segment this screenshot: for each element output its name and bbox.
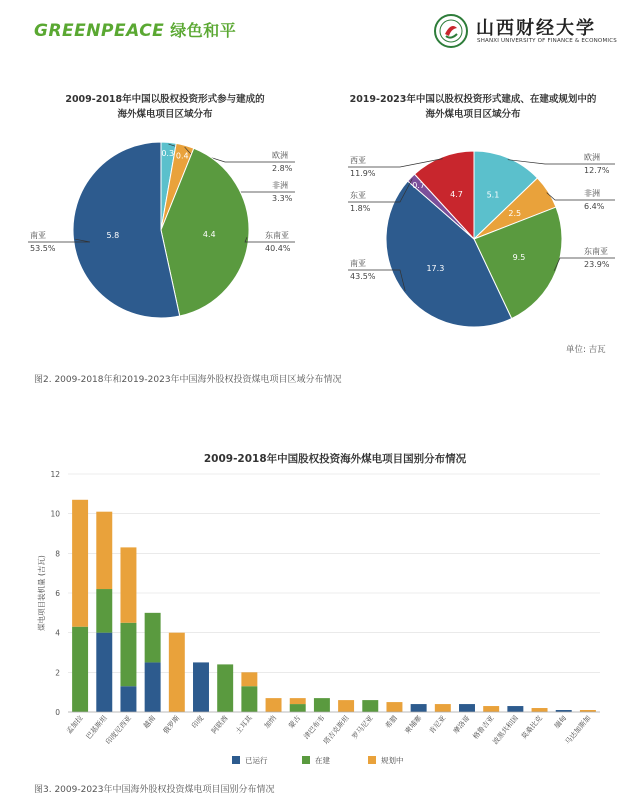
- brand-text: GREENPEACE: [34, 21, 165, 41]
- pie2-percent-label-1: 6.4%: [584, 202, 605, 211]
- bar-9-规划中: [290, 698, 306, 704]
- x-tick-label-21: 马达加斯加: [563, 714, 593, 747]
- bar-7-规划中: [241, 672, 257, 686]
- x-tick-label-0: 孟加拉: [64, 714, 85, 736]
- brand-text-cn: 绿色和平: [170, 21, 237, 40]
- pie1-value-label-3: 5.8: [106, 231, 120, 241]
- y-tick-label-1: 2: [55, 668, 60, 678]
- bar-17-规划中: [483, 706, 499, 712]
- pie2-percent-label-2: 23.9%: [584, 260, 610, 269]
- pie1-percent-label-0: 2.8%: [272, 164, 293, 173]
- y-tick-label-5: 10: [50, 509, 60, 519]
- bar-19-规划中: [532, 708, 548, 712]
- pie1-region-label-1: 非洲: [272, 181, 288, 190]
- bar-1-在建: [96, 589, 112, 633]
- pie2-value-label-0: 5.1: [486, 190, 500, 200]
- x-tick-label-19: 莫桑比克: [519, 714, 545, 741]
- bar-14-已运行: [411, 704, 427, 712]
- legend-swatch-1: [302, 756, 310, 764]
- pie2-value-label-3: 17.3: [426, 264, 445, 274]
- pie1-percent-label-2: 40.4%: [265, 244, 291, 253]
- x-tick-label-10: 津巴布韦: [302, 714, 327, 741]
- bar-7-在建: [241, 686, 257, 712]
- pie2-percent-label-0: 12.7%: [584, 166, 610, 175]
- pie2-value-label-2: 9.5: [512, 252, 526, 262]
- x-tick-label-11: 塔吉克斯坦: [321, 714, 351, 747]
- pie1-value-label-0: 0.3: [161, 148, 175, 158]
- figure3-caption: 图3. 2009-2023年中国海外股权投资煤电项目国别分布情况: [34, 785, 275, 795]
- stacked-bar-chart: [0, 462, 642, 778]
- legend-label-2: 规划中: [381, 756, 404, 765]
- x-tick-label-17: 格鲁吉亚: [471, 714, 496, 741]
- pie1-title: [40, 92, 290, 122]
- pie2-region-label-0: 欧洲: [584, 153, 600, 162]
- pie2-title-line1: 2019-2023年中国以股权投资形式建成、在建或规划中的: [349, 94, 597, 105]
- y-tick-label-3: 6: [55, 589, 60, 598]
- pie1-region-label-3: 南亚: [30, 231, 46, 240]
- pie1-region-label-2: 东南亚: [265, 231, 289, 240]
- x-tick-label-15: 肯尼亚: [427, 714, 448, 736]
- pie1-percent-label-3: 53.5%: [30, 244, 56, 253]
- x-tick-label-7: 土耳其: [234, 714, 254, 736]
- x-tick-label-3: 越南: [142, 714, 158, 731]
- x-tick-label-2: 印度尼西亚: [104, 714, 133, 747]
- bar-0-在建: [72, 627, 88, 712]
- bar-0-规划中: [72, 500, 88, 627]
- pie-chart-2009-2018: [0, 140, 320, 340]
- pie2-value-label-4: 0.7: [412, 180, 425, 190]
- bar-2-已运行: [120, 686, 136, 712]
- pie2-region-label-5: 西亚: [350, 156, 366, 165]
- pie2-region-label-3: 南亚: [350, 259, 366, 268]
- bar-6-在建: [217, 664, 233, 712]
- x-tick-label-4: 俄罗斯: [161, 714, 182, 736]
- x-tick-label-5: 印度: [190, 714, 206, 731]
- y-tick-label-0: 0: [55, 708, 60, 717]
- pie1-region-label-0: 欧洲: [272, 151, 288, 160]
- pie2-percent-label-5: 11.9%: [350, 169, 376, 178]
- legend-swatch-2: [368, 756, 376, 764]
- pie2-region-label-2: 东南亚: [584, 247, 608, 256]
- bar-15-规划中: [435, 704, 451, 712]
- greenpeace-logo: [34, 18, 236, 41]
- pie2-region-label-1: 非洲: [584, 189, 600, 198]
- bar-1-规划中: [96, 512, 112, 589]
- pie2-percent-label-4: 1.8%: [350, 204, 371, 213]
- university-name-en: SHANXI UNIVERSITY OF FINANCE & ECONOMICS: [477, 38, 617, 44]
- pie2-percent-label-3: 43.5%: [350, 272, 376, 281]
- bar-1-已运行: [96, 633, 112, 712]
- pie2-title: [328, 92, 618, 122]
- pie1-percent-label-1: 3.3%: [272, 194, 293, 203]
- y-tick-label-6: 12: [50, 470, 60, 479]
- pie2-leader-line-1: [547, 193, 615, 200]
- pie1-value-label-1: 0.4: [175, 151, 189, 161]
- university-seal-icon: [434, 14, 468, 48]
- pie1-title-line2: 海外煤电项目区域分布: [117, 109, 213, 120]
- y-axis-label: 煤电项目装机量 (吉瓦): [37, 555, 46, 631]
- university-name-cn: 山西财经大学: [476, 18, 596, 39]
- pie2-title-line2: 海外煤电项目区域分布: [425, 109, 521, 120]
- x-tick-label-14: 柬埔寨: [403, 714, 424, 736]
- x-tick-label-1: 巴基斯坦: [84, 714, 109, 741]
- x-tick-label-8: 加纳: [262, 714, 279, 731]
- x-tick-label-18: 波黑共和国: [491, 714, 520, 747]
- legend-swatch-0: [232, 756, 240, 764]
- bar-16-已运行: [459, 704, 475, 712]
- bar-4-规划中: [169, 633, 185, 712]
- bar-11-规划中: [338, 700, 354, 712]
- x-tick-label-9: 蒙古: [287, 714, 303, 731]
- legend-label-1: 在建: [315, 756, 330, 765]
- y-tick-label-4: 8: [55, 549, 60, 559]
- bar-2-在建: [120, 623, 136, 686]
- x-tick-label-13: 希腊: [383, 714, 399, 731]
- y-tick-label-2: 4: [55, 628, 60, 638]
- pie2-region-label-4: 东亚: [350, 191, 366, 200]
- pie2-value-label-1: 2.5: [508, 208, 522, 218]
- bar-2-规划中: [120, 547, 136, 622]
- unit-label: 单位: 吉瓦: [566, 345, 606, 355]
- bar-3-在建: [145, 613, 161, 663]
- legend-label-0: 已运行: [245, 756, 268, 765]
- pie1-title-line1: 2009-2018年中国以股权投资形式参与建成的: [65, 94, 265, 105]
- x-tick-label-16: 摩洛哥: [451, 714, 472, 736]
- x-tick-label-6: 阿联酋: [210, 714, 230, 736]
- pie1-value-label-2: 4.4: [202, 230, 216, 240]
- bar-8-规划中: [266, 698, 282, 712]
- figure2-caption: 图2. 2009-2018年和2019-2023年中国海外股权投资煤电项目区域分布情况: [34, 375, 342, 385]
- bar-3-已运行: [145, 662, 161, 712]
- bar-10-在建: [314, 698, 330, 712]
- x-tick-label-20: 缅甸: [553, 714, 569, 731]
- bar-9-在建: [290, 704, 306, 712]
- bar-12-在建: [362, 700, 378, 712]
- bar-13-规划中: [386, 702, 402, 712]
- bar-18-已运行: [507, 706, 523, 712]
- x-tick-label-12: 罗马尼亚: [350, 714, 375, 741]
- bar-chart-title: 2009-2018年中国股权投资海外煤电项目国别分布情况: [203, 453, 467, 465]
- pie2-value-label-5: 4.7: [450, 189, 463, 199]
- bar-5-已运行: [193, 662, 209, 712]
- pie-chart-2019-2023: [320, 140, 642, 340]
